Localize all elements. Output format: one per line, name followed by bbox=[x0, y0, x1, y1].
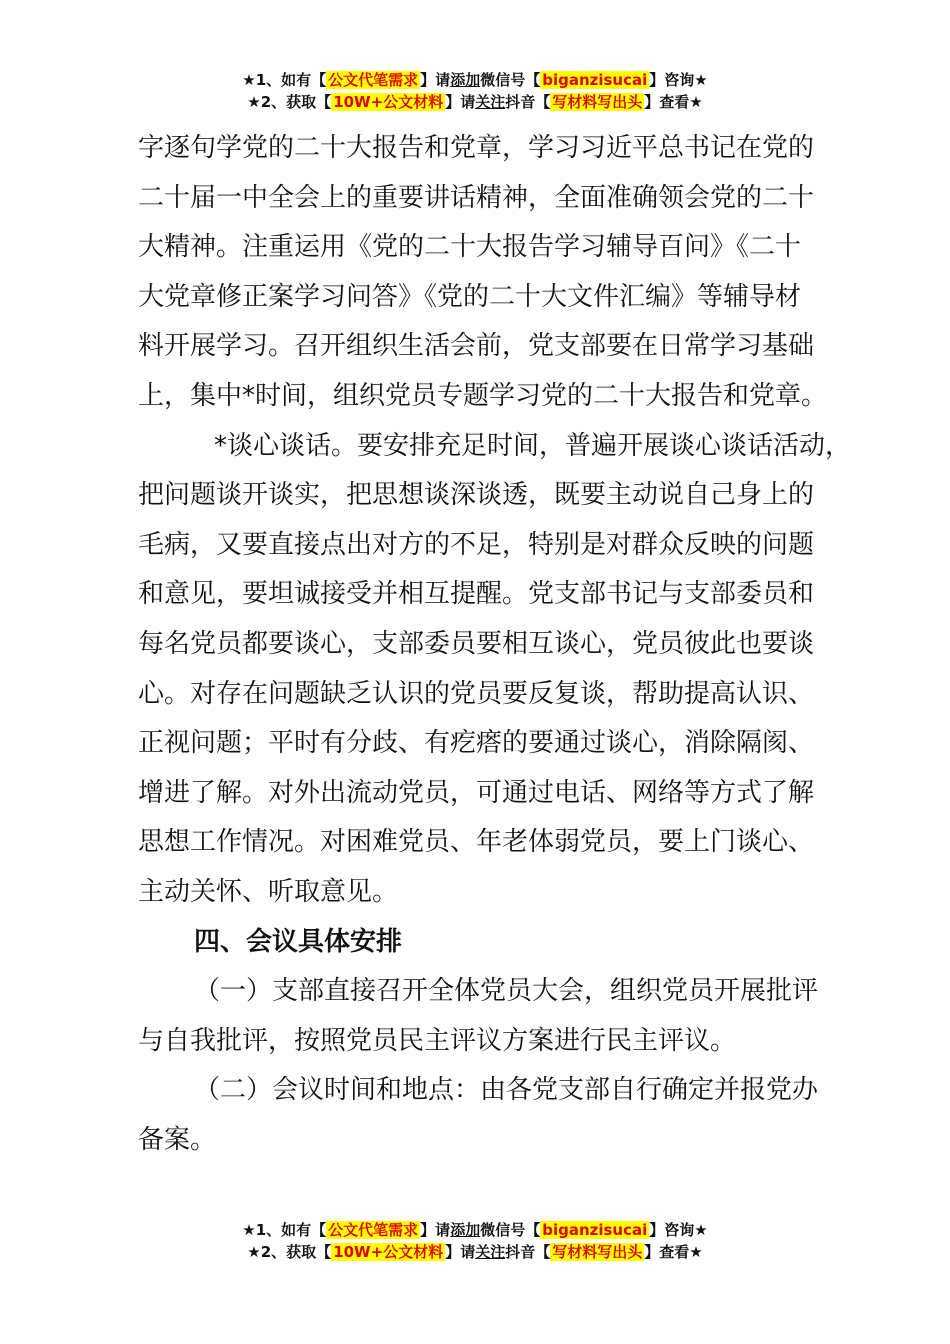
body-line: 增进了解。对外出流动党员，可通过电话、网络等方式了解 bbox=[138, 777, 815, 808]
banner-highlight: 写材料写出头 bbox=[552, 1243, 643, 1261]
body-line: 料开展学习。召开组织生活会前，党支部要在日常学习基础 bbox=[138, 331, 815, 362]
banner-text: 】咨询★ bbox=[649, 1221, 708, 1239]
body-line: 心。对存在问题缺乏认识的党员要反复谈，帮助提高认识、 bbox=[138, 678, 815, 709]
body-line: 大精神。注重运用《党的二十大报告学习辅导百问》《二十 bbox=[138, 232, 802, 263]
banner-text: 】查看★ bbox=[644, 93, 703, 111]
body-line: 与自我批评，按照党员民主评议方案进行民主评议。 bbox=[138, 1025, 737, 1056]
banner-underline: 关注 bbox=[475, 93, 506, 111]
banner-text: ★2、获取【 bbox=[247, 1243, 332, 1261]
banner-highlight: 公文代笔需求 bbox=[328, 1221, 419, 1239]
body-line: 思想工作情况。对困难党员、年老体弱党员，要上门谈心、 bbox=[138, 827, 815, 858]
paragraph-start: （二）会议时间和地点：由各党支部自行确定并报党办 bbox=[194, 1075, 819, 1106]
banner-text: 】请 bbox=[420, 71, 451, 89]
body-line: 二十届一中全会上的重要讲话精神，全面准确领会党的二十 bbox=[138, 182, 815, 213]
banner-text: 微信号【 bbox=[480, 1221, 541, 1239]
body-line: 上，集中*时间，组织党员专题学习党的二十大报告和党章。 bbox=[138, 380, 828, 411]
banner-line-1 bbox=[0, 69, 950, 91]
section-heading: 四、会议具体安排 bbox=[194, 926, 403, 957]
banner-highlight: 10W+公文材料 bbox=[333, 1243, 444, 1261]
body-line: 和意见，要坦诚接受并相互提醒。党支部书记与支部委员和 bbox=[138, 579, 815, 610]
banner-highlight: biganzisucai bbox=[542, 1221, 648, 1239]
banner-text: ★1、如有【 bbox=[242, 1221, 327, 1239]
banner-underline: 关注 bbox=[475, 1243, 506, 1261]
body-line: 字逐句学党的二十大报告和党章，学习习近平总书记在党的 bbox=[138, 133, 815, 163]
body-line: 把问题谈开谈实，把思想谈深谈透，既要主动说自己身上的 bbox=[138, 480, 815, 511]
banner-line-2 bbox=[0, 1241, 950, 1263]
document-body bbox=[138, 124, 852, 1165]
footer-banner bbox=[0, 1219, 950, 1263]
body-line: 正视问题；平时有分歧、有疙瘩的要通过谈心，消除隔阂、 bbox=[138, 728, 815, 759]
body-line: 备案。 bbox=[138, 1124, 217, 1155]
body-line: 主动关怀、听取意见。 bbox=[138, 876, 399, 907]
banner-highlight: biganzisucai bbox=[542, 71, 648, 89]
banner-text: 】请 bbox=[445, 93, 476, 111]
banner-underline: 添加 bbox=[450, 71, 481, 89]
banner-highlight: 10W+公文材料 bbox=[333, 93, 444, 111]
banner-line-1 bbox=[0, 1219, 950, 1241]
body-line: 大党章修正案学习问答》《党的二十大文件汇编》等辅导材 bbox=[138, 281, 802, 312]
banner-text: 】查看★ bbox=[644, 1243, 703, 1261]
paragraph-start: （一）支部直接召开全体党员大会，组织党员开展批评 bbox=[194, 976, 819, 1007]
banner-text: ★1、如有【 bbox=[242, 71, 327, 89]
body-line: 毛病，又要直接点出对方的不足，特别是对群众反映的问题 bbox=[138, 529, 815, 560]
banner-text: 微信号【 bbox=[480, 71, 541, 89]
banner-highlight: 写材料写出头 bbox=[552, 93, 643, 111]
banner-text: 抖音【 bbox=[505, 1243, 551, 1261]
banner-text: ★2、获取【 bbox=[247, 93, 332, 111]
banner-text: 】咨询★ bbox=[649, 71, 708, 89]
banner-line-2 bbox=[0, 91, 950, 113]
banner-text: 】请 bbox=[420, 1221, 451, 1239]
banner-underline: 添加 bbox=[450, 1221, 481, 1239]
banner-text: 抖音【 bbox=[505, 93, 551, 111]
paragraph-start: *谈心谈话。要安排充足时间，普遍开展谈心谈话活动， bbox=[214, 430, 852, 461]
header-banner bbox=[0, 69, 950, 113]
banner-text: 】请 bbox=[445, 1243, 476, 1261]
body-line: 每名党员都要谈心，支部委员要相互谈心，党员彼此也要谈 bbox=[138, 628, 815, 659]
banner-highlight: 公文代笔需求 bbox=[328, 71, 419, 89]
